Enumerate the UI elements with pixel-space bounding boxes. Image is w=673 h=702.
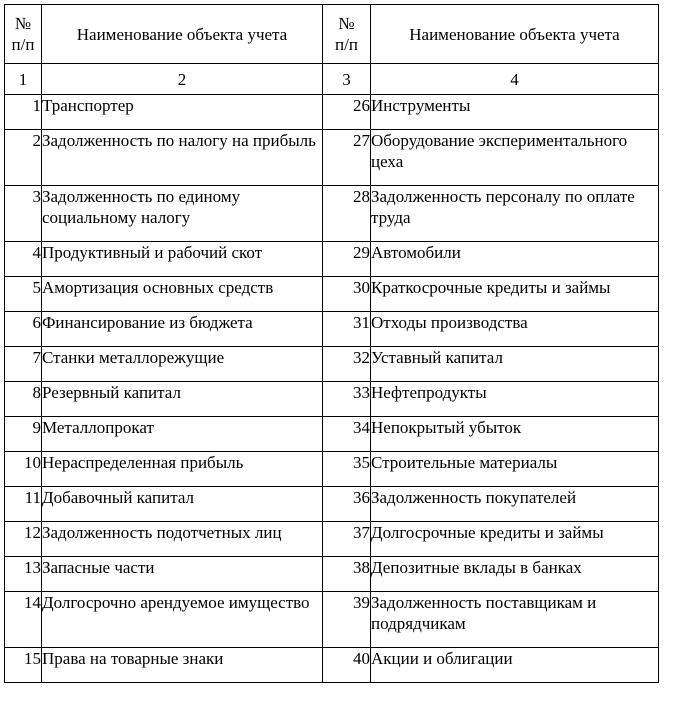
object-name-right: Акции и облигации bbox=[371, 648, 659, 683]
header-row bbox=[5, 5, 659, 64]
table-row bbox=[5, 130, 659, 186]
row-number-right: 36 bbox=[323, 487, 371, 522]
object-name-right: Задолженность поставщикам и подрядчикам bbox=[371, 592, 659, 648]
object-name-left: Металлопрокат bbox=[42, 417, 323, 452]
table-row bbox=[5, 95, 659, 130]
object-name-left: Нераспределенная прибыль bbox=[42, 452, 323, 487]
object-name-right: Автомобили bbox=[371, 242, 659, 277]
object-name-right: Краткосрочные кредиты и займы bbox=[371, 277, 659, 312]
object-name-left: Добавочный капитал bbox=[42, 487, 323, 522]
row-number-left: 1 bbox=[5, 95, 42, 130]
object-name-right: Уставный капитал bbox=[371, 347, 659, 382]
row-number-left: 2 bbox=[5, 130, 42, 186]
table-row bbox=[5, 557, 659, 592]
row-number-right: 30 bbox=[323, 277, 371, 312]
object-name-right: Нефтепродукты bbox=[371, 382, 659, 417]
row-number-left: 8 bbox=[5, 382, 42, 417]
column-index-cell: 3 bbox=[323, 64, 371, 95]
object-name-left: Долгосрочно арендуемое имущество bbox=[42, 592, 323, 648]
row-number-right: 34 bbox=[323, 417, 371, 452]
row-number-right: 32 bbox=[323, 347, 371, 382]
object-name-left: Задолженность по единому социальному налогу bbox=[42, 186, 323, 242]
object-name-left: Финансирование из бюджета bbox=[42, 312, 323, 347]
row-number-right: 37 bbox=[323, 522, 371, 557]
row-number-right: 33 bbox=[323, 382, 371, 417]
row-number-left: 5 bbox=[5, 277, 42, 312]
row-number-right: 38 bbox=[323, 557, 371, 592]
row-number-right: 29 bbox=[323, 242, 371, 277]
row-number-left: 6 bbox=[5, 312, 42, 347]
object-name-left: Продуктивный и рабочий скот bbox=[42, 242, 323, 277]
object-name-left: Транспортер bbox=[42, 95, 323, 130]
object-name-right: Депозитные вклады в банках bbox=[371, 557, 659, 592]
table-row bbox=[5, 417, 659, 452]
row-number-left: 9 bbox=[5, 417, 42, 452]
accounting-objects-table bbox=[4, 4, 659, 683]
object-name-left: Задолженность подотчетных лиц bbox=[42, 522, 323, 557]
object-name-right: Оборудование экспериментального цеха bbox=[371, 130, 659, 186]
table-row bbox=[5, 277, 659, 312]
table-row bbox=[5, 592, 659, 648]
row-number-left: 10 bbox=[5, 452, 42, 487]
object-name-left: Амортизация основных средств bbox=[42, 277, 323, 312]
object-name-right: Строительные материалы bbox=[371, 452, 659, 487]
table-row bbox=[5, 186, 659, 242]
table-row bbox=[5, 452, 659, 487]
row-number-left: 14 bbox=[5, 592, 42, 648]
row-number-right: 31 bbox=[323, 312, 371, 347]
column-index-row bbox=[5, 64, 659, 95]
row-number-right: 39 bbox=[323, 592, 371, 648]
header-number-symbol: № bbox=[338, 14, 355, 33]
row-number-right: 28 bbox=[323, 186, 371, 242]
table-row bbox=[5, 312, 659, 347]
table-row bbox=[5, 648, 659, 683]
row-number-right: 40 bbox=[323, 648, 371, 683]
header-number-left bbox=[5, 5, 42, 64]
row-number-right: 26 bbox=[323, 95, 371, 130]
row-number-left: 7 bbox=[5, 347, 42, 382]
object-name-right: Непокрытый убыток bbox=[371, 417, 659, 452]
object-name-right: Долгосрочные кредиты и займы bbox=[371, 522, 659, 557]
header-name-left: Наименование объекта учета bbox=[42, 5, 323, 64]
row-number-left: 15 bbox=[5, 648, 42, 683]
header-number-abbrev: п/п bbox=[335, 35, 358, 54]
object-name-left: Станки металлорежущие bbox=[42, 347, 323, 382]
column-index-cell: 4 bbox=[371, 64, 659, 95]
object-name-left: Резервный капитал bbox=[42, 382, 323, 417]
table-row bbox=[5, 487, 659, 522]
column-index-cell: 1 bbox=[5, 64, 42, 95]
object-name-right: Отходы производства bbox=[371, 312, 659, 347]
table-row bbox=[5, 522, 659, 557]
object-name-right: Инструменты bbox=[371, 95, 659, 130]
table-row bbox=[5, 347, 659, 382]
object-name-right: Задолженность персоналу по оплате труда bbox=[371, 186, 659, 242]
row-number-right: 35 bbox=[323, 452, 371, 487]
row-number-left: 4 bbox=[5, 242, 42, 277]
column-index-cell: 2 bbox=[42, 64, 323, 95]
object-name-left: Запасные части bbox=[42, 557, 323, 592]
row-number-right: 27 bbox=[323, 130, 371, 186]
row-number-left: 3 bbox=[5, 186, 42, 242]
table-row bbox=[5, 242, 659, 277]
object-name-left: Права на товарные знаки bbox=[42, 648, 323, 683]
row-number-left: 11 bbox=[5, 487, 42, 522]
header-number-right bbox=[323, 5, 371, 64]
object-name-right: Задолженность покупателей bbox=[371, 487, 659, 522]
row-number-left: 12 bbox=[5, 522, 42, 557]
header-name-right: Наименование объекта учета bbox=[371, 5, 659, 64]
header-number-abbrev: п/п bbox=[11, 35, 35, 54]
header-number-symbol: № bbox=[14, 14, 32, 33]
table-row bbox=[5, 382, 659, 417]
object-name-left: Задолженность по налогу на прибыль bbox=[42, 130, 323, 186]
row-number-left: 13 bbox=[5, 557, 42, 592]
